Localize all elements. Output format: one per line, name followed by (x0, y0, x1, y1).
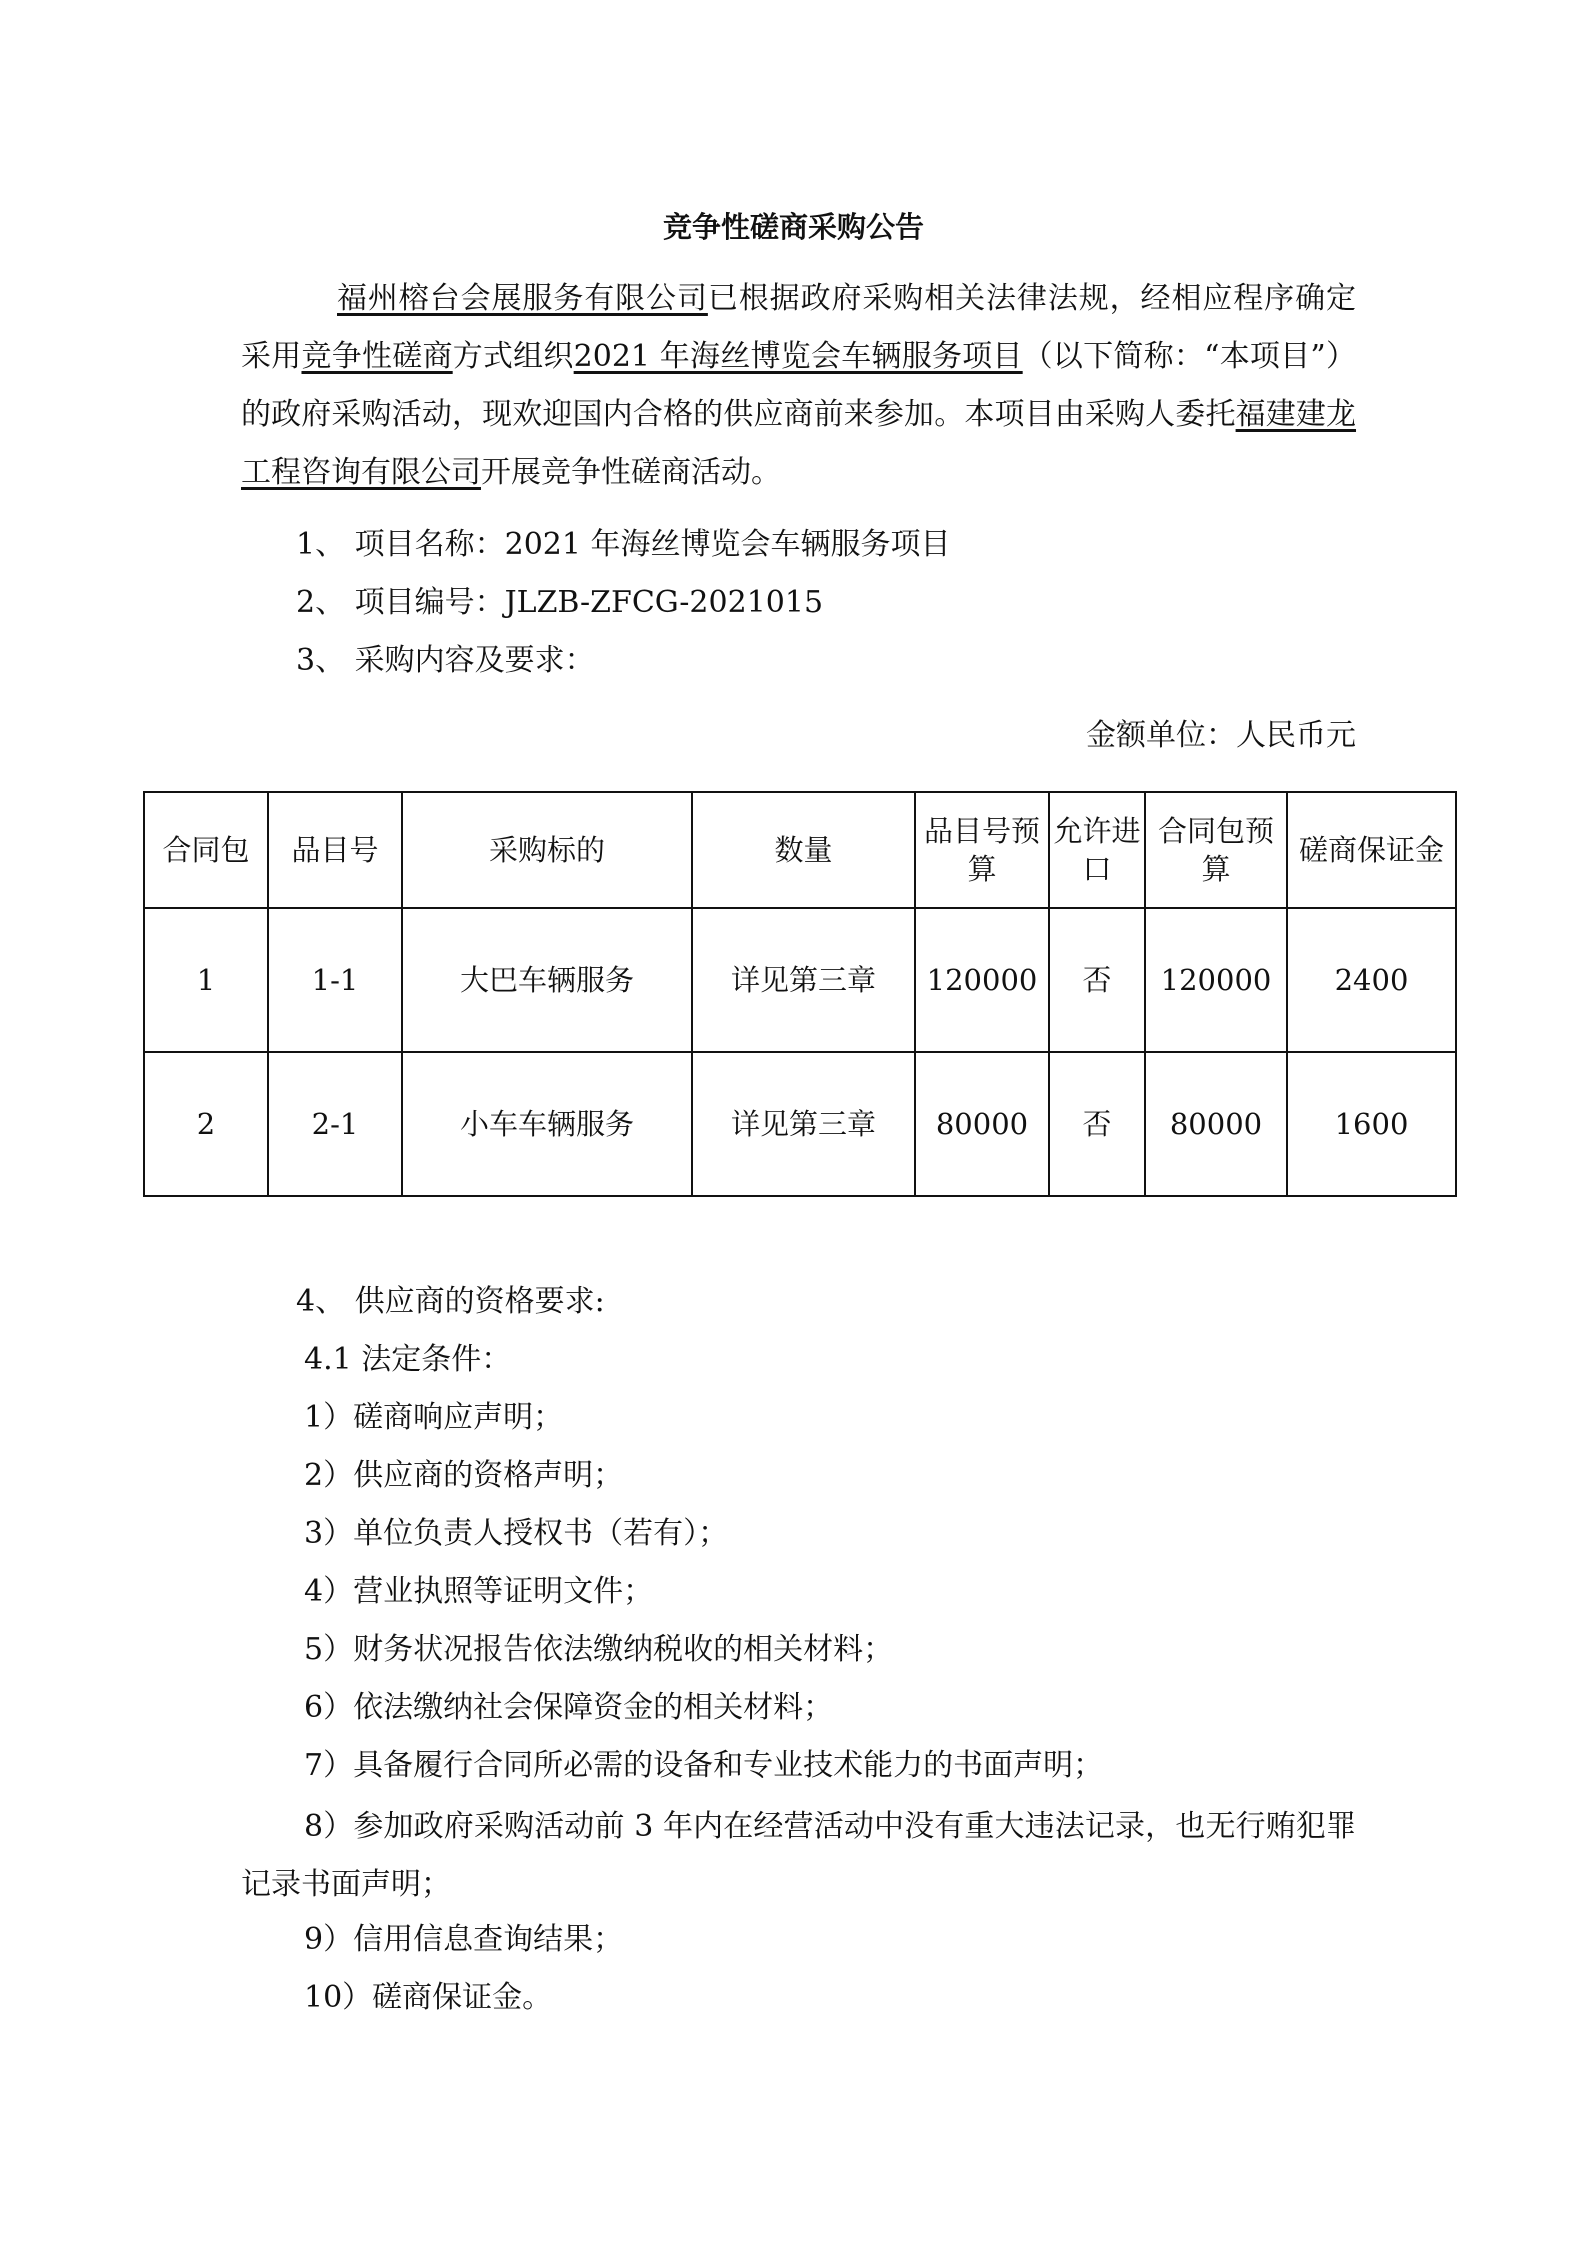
item-project-name: 1、 项目名称：2021 年海丝博览会车辆服务项目 (296, 527, 951, 562)
table-row (144, 1052, 1456, 1196)
qualification-item: 4）营业执照等证明文件； (304, 1574, 654, 1609)
cell-item-number: 1-1 (268, 908, 402, 1052)
cell-import-allowed: 否 (1049, 908, 1145, 1052)
cell-item-budget: 120000 (915, 908, 1049, 1052)
qualification-item: 5）财务状况报告依法缴纳税收的相关材料； (304, 1632, 894, 1667)
cell-package-budget: 80000 (1145, 1052, 1287, 1196)
cell-import-allowed: 否 (1049, 1052, 1145, 1196)
cell-deposit: 1600 (1287, 1052, 1456, 1196)
cell-package-budget: 120000 (1145, 908, 1287, 1052)
table-row (144, 908, 1456, 1052)
qualification-item: 3）单位负责人授权书（若有）； (304, 1516, 729, 1551)
qualification-subheading: 4.1 法定条件： (304, 1342, 512, 1377)
item-project-number: 2、 项目编号：JLZB-ZFCG-2021015 (296, 585, 824, 620)
header-quantity: 数量 (692, 792, 915, 908)
qualification-item: 9）信用信息查询结果； (304, 1922, 624, 1957)
header-package-budget: 合同包预算 (1145, 792, 1287, 908)
procurement-table (143, 791, 1457, 1197)
header-deposit: 磋商保证金 (1287, 792, 1456, 908)
procurement-method: 竞争性磋商 (301, 339, 453, 374)
cell-procurement-subject: 小车车辆服务 (402, 1052, 692, 1196)
cell-quantity: 详见第三章 (692, 1052, 915, 1196)
qualification-item: 1）磋商响应声明； (304, 1400, 564, 1435)
qualification-heading: 4、 供应商的资格要求: (296, 1284, 605, 1319)
header-contract-package: 合同包 (144, 792, 268, 908)
qualification-item: 10）磋商保证金。 (304, 1980, 553, 2015)
agent-name: 福建建龙工程咨询有限公司 (241, 397, 1357, 490)
intro-text-1: 已根据政府采购相关法律法规，经相应程序确定采用 (241, 281, 1356, 374)
qualification-item: 8）参加政府采购活动前 3 年内在经营活动中没有重大违法记录，也无行贿犯罪记录书面声明； (241, 1809, 1356, 1902)
cell-item-budget: 80000 (915, 1052, 1049, 1196)
intro-text-3: （以下简称：“本项目”）的政府采购活动，现欢迎国内合格的供应商前来参加。本项目由采购人委托 (241, 339, 1356, 432)
intro-text-2: 方式组织 (452, 339, 574, 374)
document-title: 竞争性磋商采购公告 (662, 210, 924, 244)
qualification-item: 7）具备履行合同所必需的设备和专业技术能力的书面声明； (304, 1748, 1104, 1783)
qualification-item: 2）供应商的资格声明； (304, 1458, 624, 1493)
cell-quantity: 详见第三章 (692, 908, 915, 1052)
qualification-item: 6）依法缴纳社会保障资金的相关材料； (304, 1690, 834, 1725)
cell-deposit: 2400 (1287, 908, 1456, 1052)
header-item-number: 品目号 (268, 792, 402, 908)
intro-text-4: 开展竞争性磋商活动。 (481, 455, 781, 490)
project-name: 2021 年海丝博览会车辆服务项目 (573, 339, 1023, 374)
purchaser-name: 福州榕台会展服务有限公司 (337, 281, 708, 316)
item-procurement-content: 3、 采购内容及要求： (296, 643, 595, 678)
cell-contract-package: 2 (144, 1052, 268, 1196)
header-procurement-subject: 采购标的 (402, 792, 692, 908)
header-item-budget: 品目号预算 (915, 792, 1049, 908)
cell-item-number: 2-1 (268, 1052, 402, 1196)
table-header-row (144, 792, 1456, 908)
cell-procurement-subject: 大巴车辆服务 (402, 908, 692, 1052)
intro-paragraph (241, 270, 1356, 502)
header-import-allowed: 允许进口 (1049, 792, 1145, 908)
amount-unit-note: 金额单位：人民币元 (1086, 718, 1356, 753)
cell-contract-package: 1 (144, 908, 268, 1052)
